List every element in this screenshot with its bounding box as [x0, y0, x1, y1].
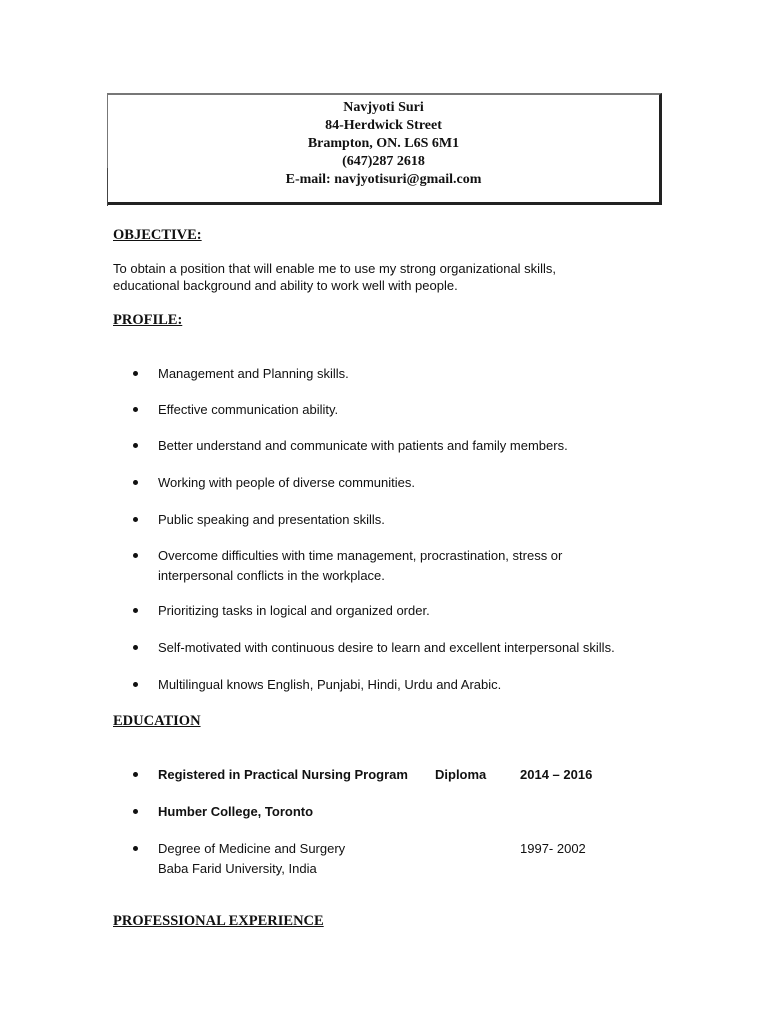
list-item-text: Self-motivated with continuous desire to learn and excellent interpersonal skills. [158, 640, 615, 655]
bullet-icon [133, 553, 138, 558]
list-item-text: Effective communication ability. [158, 402, 339, 417]
header-divider-mark [107, 168, 108, 206]
list-item-text: Working with people of diverse communities. [158, 475, 415, 490]
education-institution: Baba Farid University, India [158, 861, 317, 876]
street-address: 84-Herdwick Street [325, 118, 442, 133]
list-item-text: Overcome difficulties with time management, procrastination, stress or [158, 548, 563, 563]
list-item-text: Management and Planning skills. [158, 366, 349, 381]
city-address: Brampton, ON. L6S 6M1 [307, 136, 460, 151]
bullet-icon [133, 443, 138, 448]
education-program: Registered in Practical Nursing Program [158, 767, 408, 782]
education-heading: EDUCATION [113, 713, 201, 729]
contact-header-box [107, 93, 662, 205]
applicant-name: Navjyoti Suri [343, 100, 424, 115]
education-credential: Diploma [435, 767, 487, 782]
contact-block [108, 99, 659, 189]
list-item-text: Prioritizing tasks in logical and organized order. [158, 603, 430, 618]
phone-number: (647)287 2618 [342, 154, 425, 169]
bullet-icon [133, 407, 138, 412]
list-item-text: interpersonal conflicts in the workplace. [158, 568, 385, 583]
bullet-icon [133, 480, 138, 485]
objective-text [113, 261, 633, 294]
bullet-icon [133, 772, 138, 777]
bullet-icon [133, 517, 138, 522]
education-program: Humber College, Toronto [158, 804, 314, 819]
list-item-text: Multilingual knows English, Punjabi, Hindi, Urdu and Arabic. [158, 677, 502, 692]
objective-line: educational background and ability to work well with people. [113, 277, 458, 293]
email-address: E-mail: navjyotisuri@gmail.com [285, 172, 482, 187]
education-years: 1997- 2002 [520, 841, 586, 856]
experience-heading: PROFESSIONAL EXPERIENCE [113, 913, 324, 929]
objective-heading: OBJECTIVE: [113, 227, 202, 243]
bullet-icon [133, 645, 138, 650]
list-item-text: Better understand and communicate with patients and family members. [158, 438, 568, 453]
list-item-text: Public speaking and presentation skills. [158, 512, 385, 527]
education-years: 2014 – 2016 [520, 767, 593, 782]
bullet-icon [133, 846, 138, 851]
profile-heading: PROFILE: [113, 312, 183, 328]
objective-line: To obtain a position that will enable me to use my strong organizational skills, [113, 261, 556, 276]
bullet-icon [133, 682, 138, 687]
bullet-icon [133, 809, 138, 814]
bullet-icon [133, 371, 138, 376]
bullet-icon [133, 608, 138, 613]
education-program: Degree of Medicine and Surgery [158, 841, 346, 856]
